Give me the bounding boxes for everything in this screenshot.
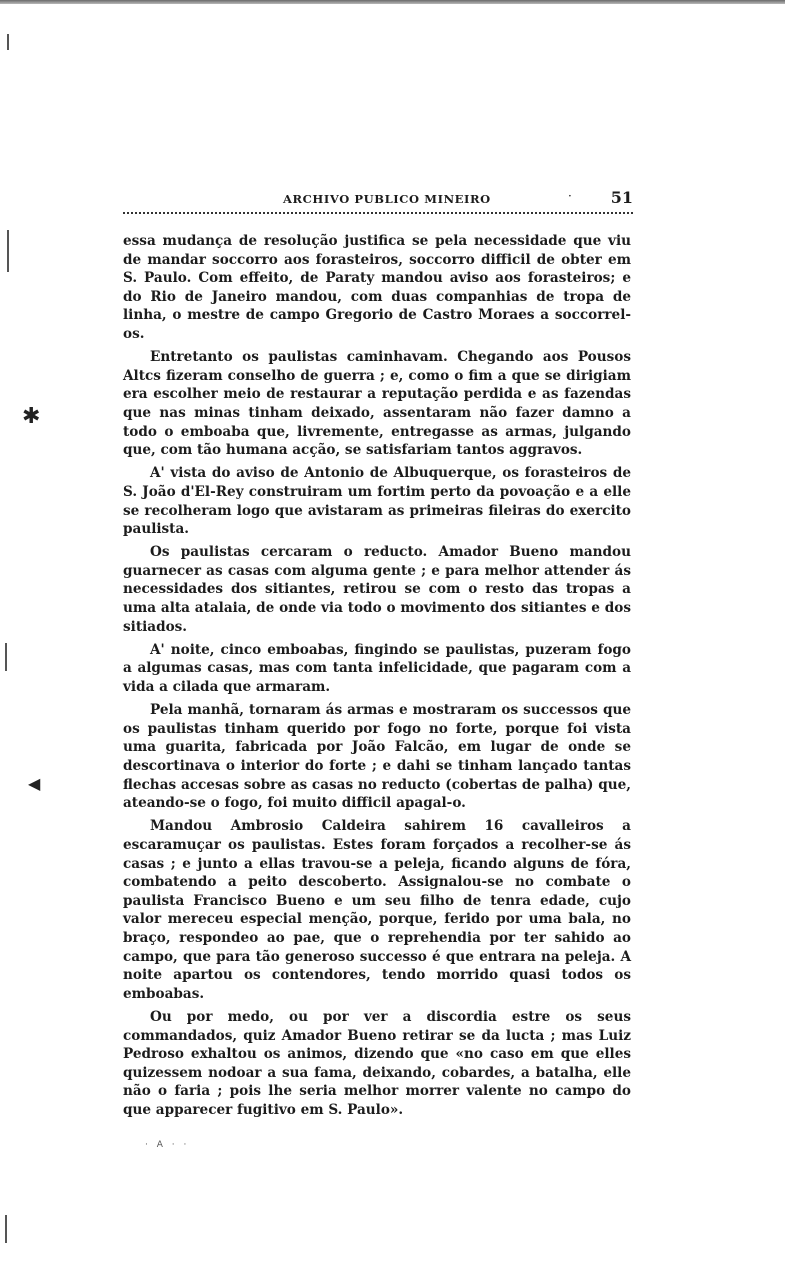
page-number: 51 xyxy=(610,188,633,207)
paragraph: essa mudança de resolução justifica se pela necessidade que viu de mandar soccorro aos forasteiros, soccorro difficil de obter em S. Paulo. Com effeito, de Paraty mandou aviso aos forasteiros; e do Rio de Janeiro mandou, com duas companhias de tropa de linha, o mestre de campo Gregorio de Castro Moraes a soccorrel-os. xyxy=(123,233,631,342)
paragraph: Ou por medo, ou por ver a discordia estre os seus commandados, quiz Amador Bueno retirar se da lucta ; mas Luiz Pedroso exhaltou os animos, dizendo que «no caso em que elles quizessem nodoar a sua fama, deixando, cobardes, a batalha, elle não o faria ; pois lhe seria melhor morrer valente no campo do que apparecer fugitivo em S. Paulo». xyxy=(123,1008,631,1118)
header-separator: · xyxy=(568,189,572,203)
margin-tick xyxy=(5,1215,7,1243)
margin-arrow-mark: ◀ xyxy=(28,774,41,793)
body-text xyxy=(123,232,631,1124)
paragraph: A' vista do aviso de Antonio de Albuquerque, os forasteiros de S. João d'El-Rey construiram um fortim perto da povoação e a elle se recolheram logo que avistaram as primeiras fileiras do exercito paulista. xyxy=(123,465,631,538)
margin-tick xyxy=(7,34,9,50)
paragraph: Os paulistas cercaram o reducto. Amador Bueno mandou guarnecer as casas com alguma gente ; e para melhor attender ás necessidades dos sitiantes, retirou se com o resto das tropas a uma alta atalaia, de onde via todo o movimento dos sitiantes e dos sitiados. xyxy=(123,544,631,635)
paragraph: Pela manhã, tornaram ás armas e mostraram os successos que os paulistas tinham querido por fogo no forte, porque foi vista uma guarita, fabricada por João Falcão, em lugar de onde se descortinava o interior do forte ; e dahi se tinham lançado tantas flechas accesas sobre as casas no reducto (cobertas de palha) que, ateando-se o fogo, foi muito difficil apagal-o. xyxy=(123,702,631,812)
paragraph: Entretanto os paulistas caminhavam. Chegando aos Pousos Altcs fizeram conselho de guerra ; e, como o fim a que se dirigiam era escolher meio de restaurar a reputação perdida e as fazendas que nas minas tinham deixado, assentaram não fazer damno a todo o emboaba que, livremente, entregasse as armas, julgando que, com tão humana acção, se satisfariam tantos aggravos. xyxy=(123,349,631,459)
margin-tick xyxy=(5,643,7,671)
top-scan-edge xyxy=(0,0,785,4)
closing-mark: · A · · xyxy=(145,1140,190,1150)
running-title: ARCHIVO PUBLICO MINEIRO xyxy=(283,192,491,206)
running-header xyxy=(123,188,633,212)
paragraph: Mandou Ambrosio Caldeira sahirem 16 cavalleiros a escaramuçar os paulistas. Estes foram forçados a recolher-se ás casas ; e junto a ellas travou-se a peleja, ficando alguns de fóra, combatendo a peito descoberto. Assignalou-se no combate o paulista Francisco Bueno e um seu filho de tenra edade, cujo valor mereceu especial menção, porque, ferido por uma bala, no braço, respondeo ao pae, que o reprehendia por ter sahido ao campo, que para tão generoso successo é que entrara na peleja. A noite apartou os contendores, tendo morrido quasi todos os emboabas. xyxy=(123,818,631,1002)
margin-bracket-mark: ✱ xyxy=(22,404,41,429)
margin-tick xyxy=(7,230,9,272)
header-rule xyxy=(123,212,633,214)
paragraph: A' noite, cinco emboabas, fingindo se paulistas, puzeram fogo a algumas casas, mas com tanta infelicidade, que pagaram com a vida a cilada que armaram. xyxy=(123,641,631,696)
